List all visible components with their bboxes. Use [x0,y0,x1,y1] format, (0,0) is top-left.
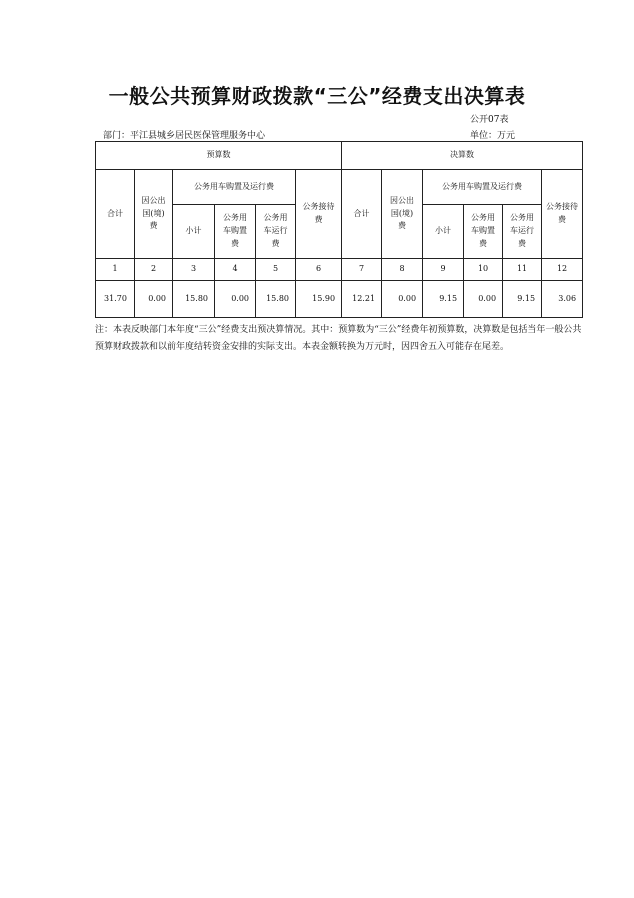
column-number: 4 [215,259,256,281]
value-cell: 15.80 [256,281,296,318]
value-cell: 3.06 [542,281,583,318]
final-overseas-header: 因公出 国(境) 费 [382,170,423,259]
value-cell: 31.70 [96,281,135,318]
budget-operation-header: 公务用 车运行 费 [256,205,296,259]
budget-group-header: 预算数 [96,142,342,170]
column-number: 3 [173,259,215,281]
footnote: 注：本表反映部门本年度“三公”经费支出预决算情况。其中：预算数为“三公”经费年初预算数，决算数是包括当年一般公共预算财政拨款和以前年度结转资金安排的实际支出。本表金额转换为万元时，因四舍五入可能存在尾差。 [95,325,582,352]
budget-subtotal-header: 小计 [173,205,215,259]
final-operation-header: 公务用 车运行 费 [503,205,542,259]
value-cell: 0.00 [382,281,423,318]
final-group-header: 决算数 [342,142,583,170]
budget-total-header: 合计 [96,170,135,259]
final-total-header: 合计 [342,170,382,259]
column-number: 8 [382,259,423,281]
final-vehicle-header: 公务用车购置及运行费 [423,170,542,205]
value-cell: 15.90 [296,281,342,318]
value-cell: 9.15 [503,281,542,318]
column-number: 5 [256,259,296,281]
value-cell: 0.00 [464,281,503,318]
column-number: 11 [503,259,542,281]
value-cell: 0.00 [215,281,256,318]
final-purchase-header: 公务用 车购置 费 [464,205,503,259]
column-number: 2 [135,259,173,281]
budget-vehicle-header: 公务用车购置及运行费 [173,170,296,205]
values-row [96,281,583,318]
value-cell: 9.15 [423,281,464,318]
column-number-row [96,259,583,281]
value-cell: 0.00 [135,281,173,318]
column-number: 12 [542,259,583,281]
department-label: 部门：平江县城乡居民医保管理服务中心 [103,131,266,141]
final-reception-header: 公务接待 费 [542,170,583,259]
column-number: 6 [296,259,342,281]
column-number: 9 [423,259,464,281]
budget-purchase-header: 公务用 车购置 费 [215,205,256,259]
page-title: 一般公共预算财政拨款“三公”经费支出决算表 [108,84,526,108]
budget-reception-header: 公务接待 费 [296,170,342,259]
value-cell: 15.80 [173,281,215,318]
final-subtotal-header: 小计 [423,205,464,259]
column-number: 1 [96,259,135,281]
form-number: 公开07表 [470,115,509,125]
value-cell: 12.21 [342,281,382,318]
column-number: 7 [342,259,382,281]
column-number: 10 [464,259,503,281]
budget-overseas-header: 因公出 国(境) 费 [135,170,173,259]
unit-label: 单位：万元 [470,131,516,141]
three-public-expenses-table [95,141,583,318]
